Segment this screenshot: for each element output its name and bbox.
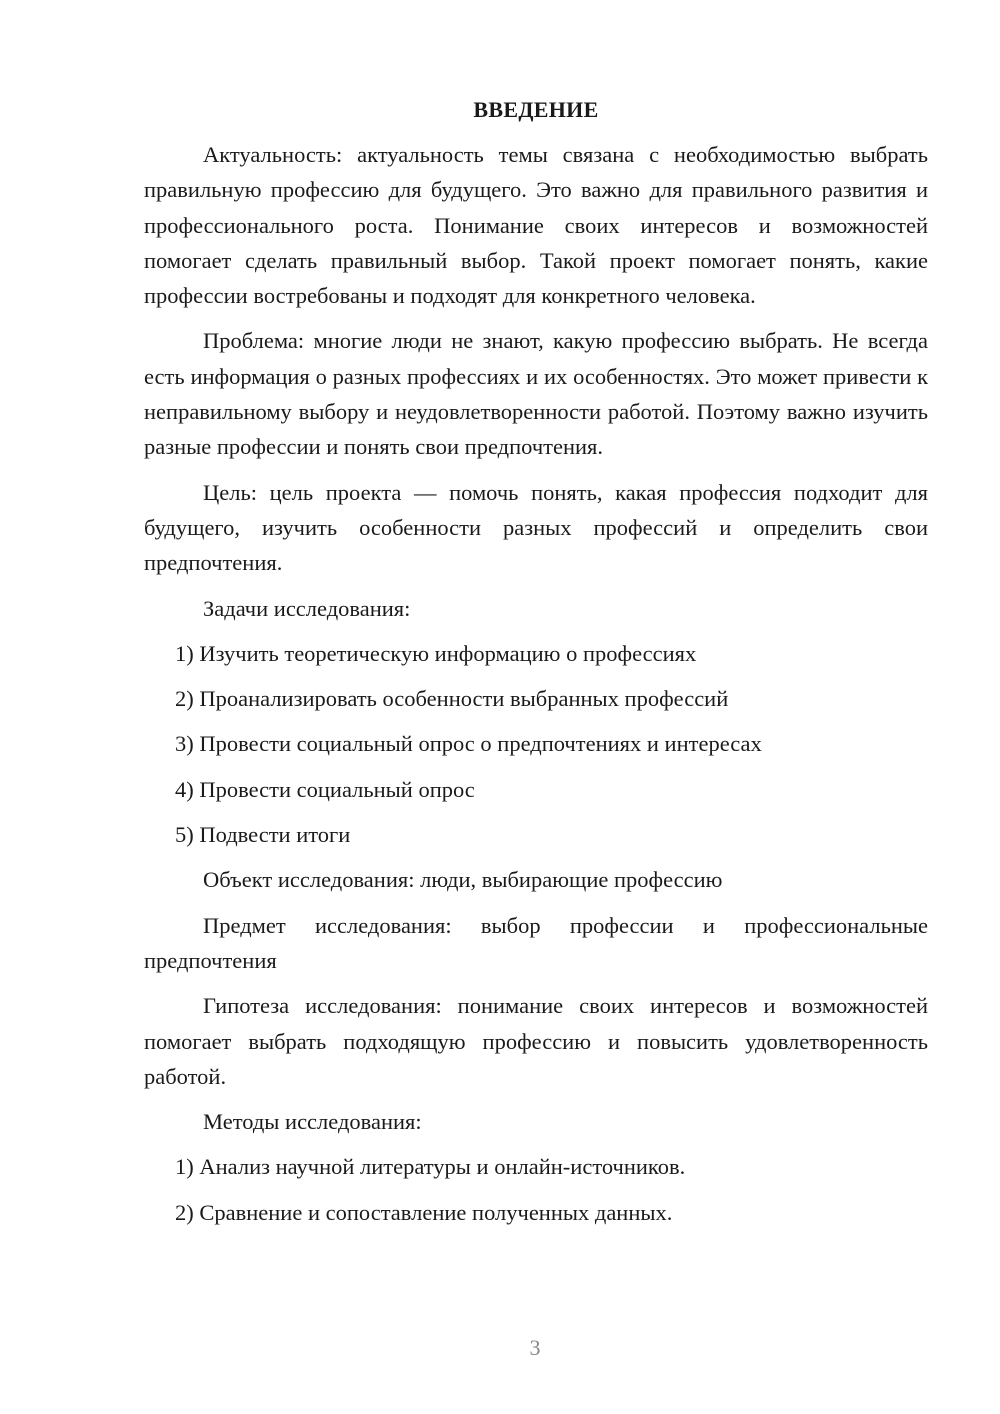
paragraph-hypothesis: Гипотеза исследования: понимание своих интересов и возможностей помогает выбрать подходящую профессию и повысить удовлетворенность работой.: [144, 993, 928, 1089]
task-item: 2) Проанализировать особенности выбранных профессий: [175, 686, 729, 712]
task-item: 1) Изучить теоретическую информацию о профессиях: [175, 640, 697, 666]
page-number: 3: [529, 1335, 541, 1360]
paragraph-subject: Предмет исследования: выбор профессии и профессиональные предпочтения: [144, 912, 928, 973]
task-item: 5) Подвести итоги: [175, 822, 351, 848]
task-item: 3) Провести социальный опрос о предпочтениях и интересах: [175, 731, 762, 757]
document-body: [144, 95, 928, 1240]
methods-title: Методы исследования:: [203, 1109, 422, 1135]
paragraph-problem: Проблема: многие люди не знают, какую профессию выбрать. Не всегда есть информация о разных профессиях и их особенностях. Это может привести к неправильному выбору и неудовлетворенности работой. Поэтому важно изучить разные профессии и понять свои предпочтения.: [144, 328, 928, 460]
tasks-title: Задачи исследования:: [203, 595, 411, 621]
paragraph-relevance: Актуальность: актуальность темы связана с необходимостью выбрать правильную профессию для будущего. Это важно для правильного развития и профессионального роста. Понимание своих интересов и возможностей помогает сделать правильный выбор. Такой проект помогает понять, какие профессии востребованы и подходят для конкретного человека.: [144, 142, 928, 309]
section-heading: ВВЕДЕНИЕ: [473, 97, 599, 122]
method-item: 2) Сравнение и сопоставление полученных данных.: [175, 1199, 673, 1225]
method-item: 1) Анализ научной литературы и онлайн-источников.: [175, 1154, 686, 1180]
paragraph-object: Объект исследования: люди, выбирающие профессию: [203, 867, 723, 893]
task-item: 4) Провести социальный опрос: [175, 776, 475, 802]
paragraph-goal: Цель: цель проекта — помочь понять, какая профессия подходит для будущего, изучить особенности разных профессий и определить свои предпочтения.: [144, 479, 928, 576]
